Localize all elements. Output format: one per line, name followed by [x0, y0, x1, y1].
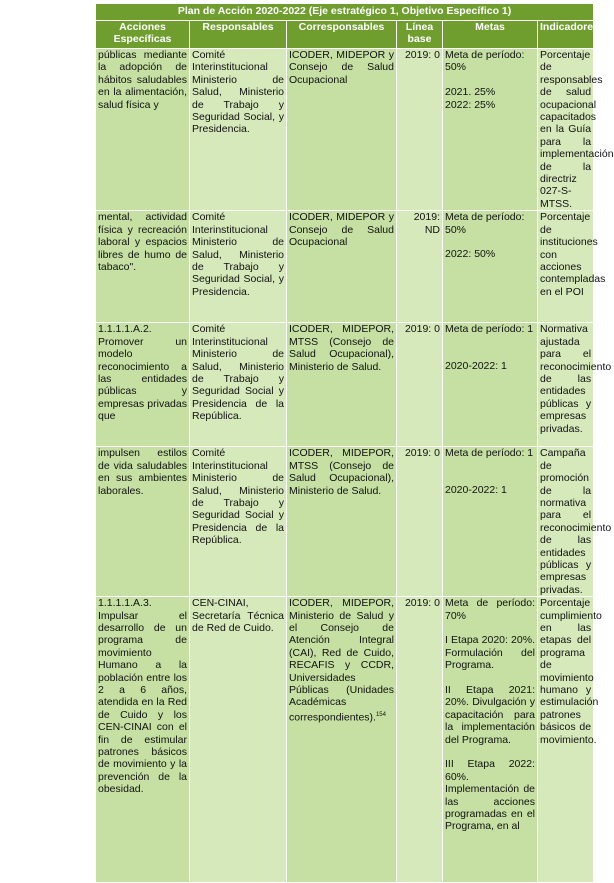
cell-accion: 1.1.1.1.A.3. Impulsar el desarrollo de un programa de movimiento Humano a la población entre los 2 a 6 años, atendida en la Red de Cuido y los CEN-CINAI con el fin de estimular patrones básicos de movimiento y la prevención de la obesidad.	[96, 597, 190, 883]
cell-accion: impulsen estilos de vida saludables en sus ambientes laborales.	[96, 447, 190, 597]
table-row	[96, 323, 594, 447]
meta-line: Meta de período: 1	[445, 323, 534, 336]
meta-spacer	[445, 672, 535, 684]
meta-line: III Etapa 2022: 60%. Implementación de las acciones programadas en el Programa, en al	[445, 758, 535, 833]
cell-linea-base: 2019: 0	[397, 323, 443, 447]
meta-spacer	[445, 622, 535, 634]
meta-spacer	[445, 74, 535, 86]
cell-accion: públicas mediante la adopción de hábitos saludables en la alimentación, salud física y	[96, 49, 190, 211]
cell-indicador: Porcentaje de instituciones con acciones contempladas en el POI	[538, 211, 594, 323]
cell-accion: 1.1.1.1.A.2. Promover un modelo reconocimiento a las entidades públicas y empresas privadas que	[96, 323, 190, 447]
table-row	[96, 447, 594, 597]
meta-line: I Etapa 2020: 20%. Formulación del Programa.	[445, 634, 535, 672]
cell-linea-base: 2019: 0	[397, 597, 443, 883]
cell-indicador: Porcentaje de responsables de salud ocupacional capacitados en la Guía para la implementación de la directriz 027-S- MTSS.	[538, 49, 594, 211]
table-row	[96, 597, 594, 883]
cell-indicador: Normativa ajustada para el reconocimiento de las entidades públicas y empresas privadas.	[538, 323, 594, 447]
meta-spacer	[445, 472, 535, 484]
cell-metas	[443, 323, 538, 447]
header-row	[96, 21, 594, 49]
cell-metas	[443, 49, 538, 211]
cell-indicador: Campaña de promoción de la normativa para el reconocimiento de las entidades públicas y empresas privadas.	[538, 447, 594, 597]
cell-linea-base: 2019: 0	[397, 447, 443, 597]
header-indicadores: Indicadores	[538, 21, 594, 49]
cell-corresponsables: ICODER, MIDEPOR y Consejo de Salud Ocupacional	[287, 49, 397, 211]
cell-responsables: CEN-CINAI, Secretaría Técnica de Red de Cuido.	[190, 597, 287, 883]
header-acciones: Acciones Específicas	[96, 21, 190, 49]
cell-responsables: Comité Interinstitucional Ministerio de Salud, Ministerio de Trabajo y Seguridad Social y Presidencia de la República.	[190, 447, 287, 597]
meta-line: 2020-2022: 1	[445, 484, 507, 497]
meta-line: Meta de período: 1	[445, 447, 534, 460]
table-title: Plan de Acción 2020-2022 (Eje estratégico 1, Objetivo Específico 1)	[96, 4, 594, 21]
table-row	[96, 49, 594, 211]
meta-line: 2021. 25%	[445, 86, 496, 99]
meta-spacer	[445, 460, 535, 472]
meta-spacer	[445, 348, 535, 360]
cell-indicador: Porcentaje cumplimiento en las etapas del programa de movimiento humano y estimulación patrones básicos de movimiento.	[538, 597, 594, 883]
meta-line: II Etapa 2021: 20%. Divulgación y capacitación para la implementación del Programa.	[445, 683, 535, 746]
action-plan-table	[95, 3, 614, 883]
meta-line: 2022: 25%	[445, 98, 496, 111]
meta-line: 2022: 50%	[445, 248, 496, 261]
meta-line: Meta de período: 50%	[445, 211, 525, 236]
header-metas: Metas	[443, 21, 538, 49]
cell-responsables: Comité Interinstitucional Ministerio de Salud, Ministerio de Trabajo y Seguridad Social, y Presidencia.	[190, 49, 287, 211]
corresponsables-text: ICODER, MIDEPOR, Ministerio de Salud y el Consejo de Atención Integral (CAI), Red de Cuido, RECAFIS y CCDR, Universidades Públicas (Unidades Académicas correspondientes).	[289, 597, 394, 724]
cell-metas	[443, 211, 538, 323]
cell-corresponsables: ICODER, MIDEPOR y Consejo de Salud Ocupacional	[287, 211, 397, 323]
meta-line: Meta de período: 70%	[445, 597, 535, 622]
cell-corresponsables	[287, 597, 397, 883]
header-responsables: Responsables	[190, 21, 287, 49]
cell-responsables: Comité Interinstitucional Ministerio de Salud, Ministerio de Trabajo y Seguridad Social, y Presidencia.	[190, 211, 287, 323]
cell-linea-base: 2019: ND	[397, 211, 443, 323]
header-linea-base: Línea base	[397, 21, 443, 49]
cell-metas	[443, 447, 538, 597]
meta-line: 2020-2022: 1	[445, 360, 507, 373]
table-title-row	[96, 4, 594, 21]
cell-corresponsables: ICODER, MIDEPOR, MTSS (Consejo de Salud Ocupacional), Ministerio de Salud.	[287, 447, 397, 597]
cell-metas	[443, 597, 538, 883]
header-corresponsables: Corresponsables	[287, 21, 397, 49]
cell-corresponsables: ICODER, MIDEPOR, MTSS (Consejo de Salud Ocupacional), Ministerio de Salud.	[287, 323, 397, 447]
document-page	[95, 3, 614, 883]
meta-spacer	[445, 746, 535, 758]
meta-spacer	[445, 236, 535, 248]
meta-line: Meta de período: 50%	[445, 49, 525, 74]
footnote-ref: 154	[375, 711, 386, 718]
table-row	[96, 211, 594, 323]
cell-linea-base: 2019: 0	[397, 49, 443, 211]
meta-spacer	[445, 336, 535, 348]
cell-responsables: Comité Interinstitucional Ministerio de Salud, Ministerio de Trabajo y Seguridad Social y Presidencia de la República.	[190, 323, 287, 447]
cell-accion: mental, actividad física y recreación laboral y espacios libres de humo de tabaco".	[96, 211, 190, 323]
